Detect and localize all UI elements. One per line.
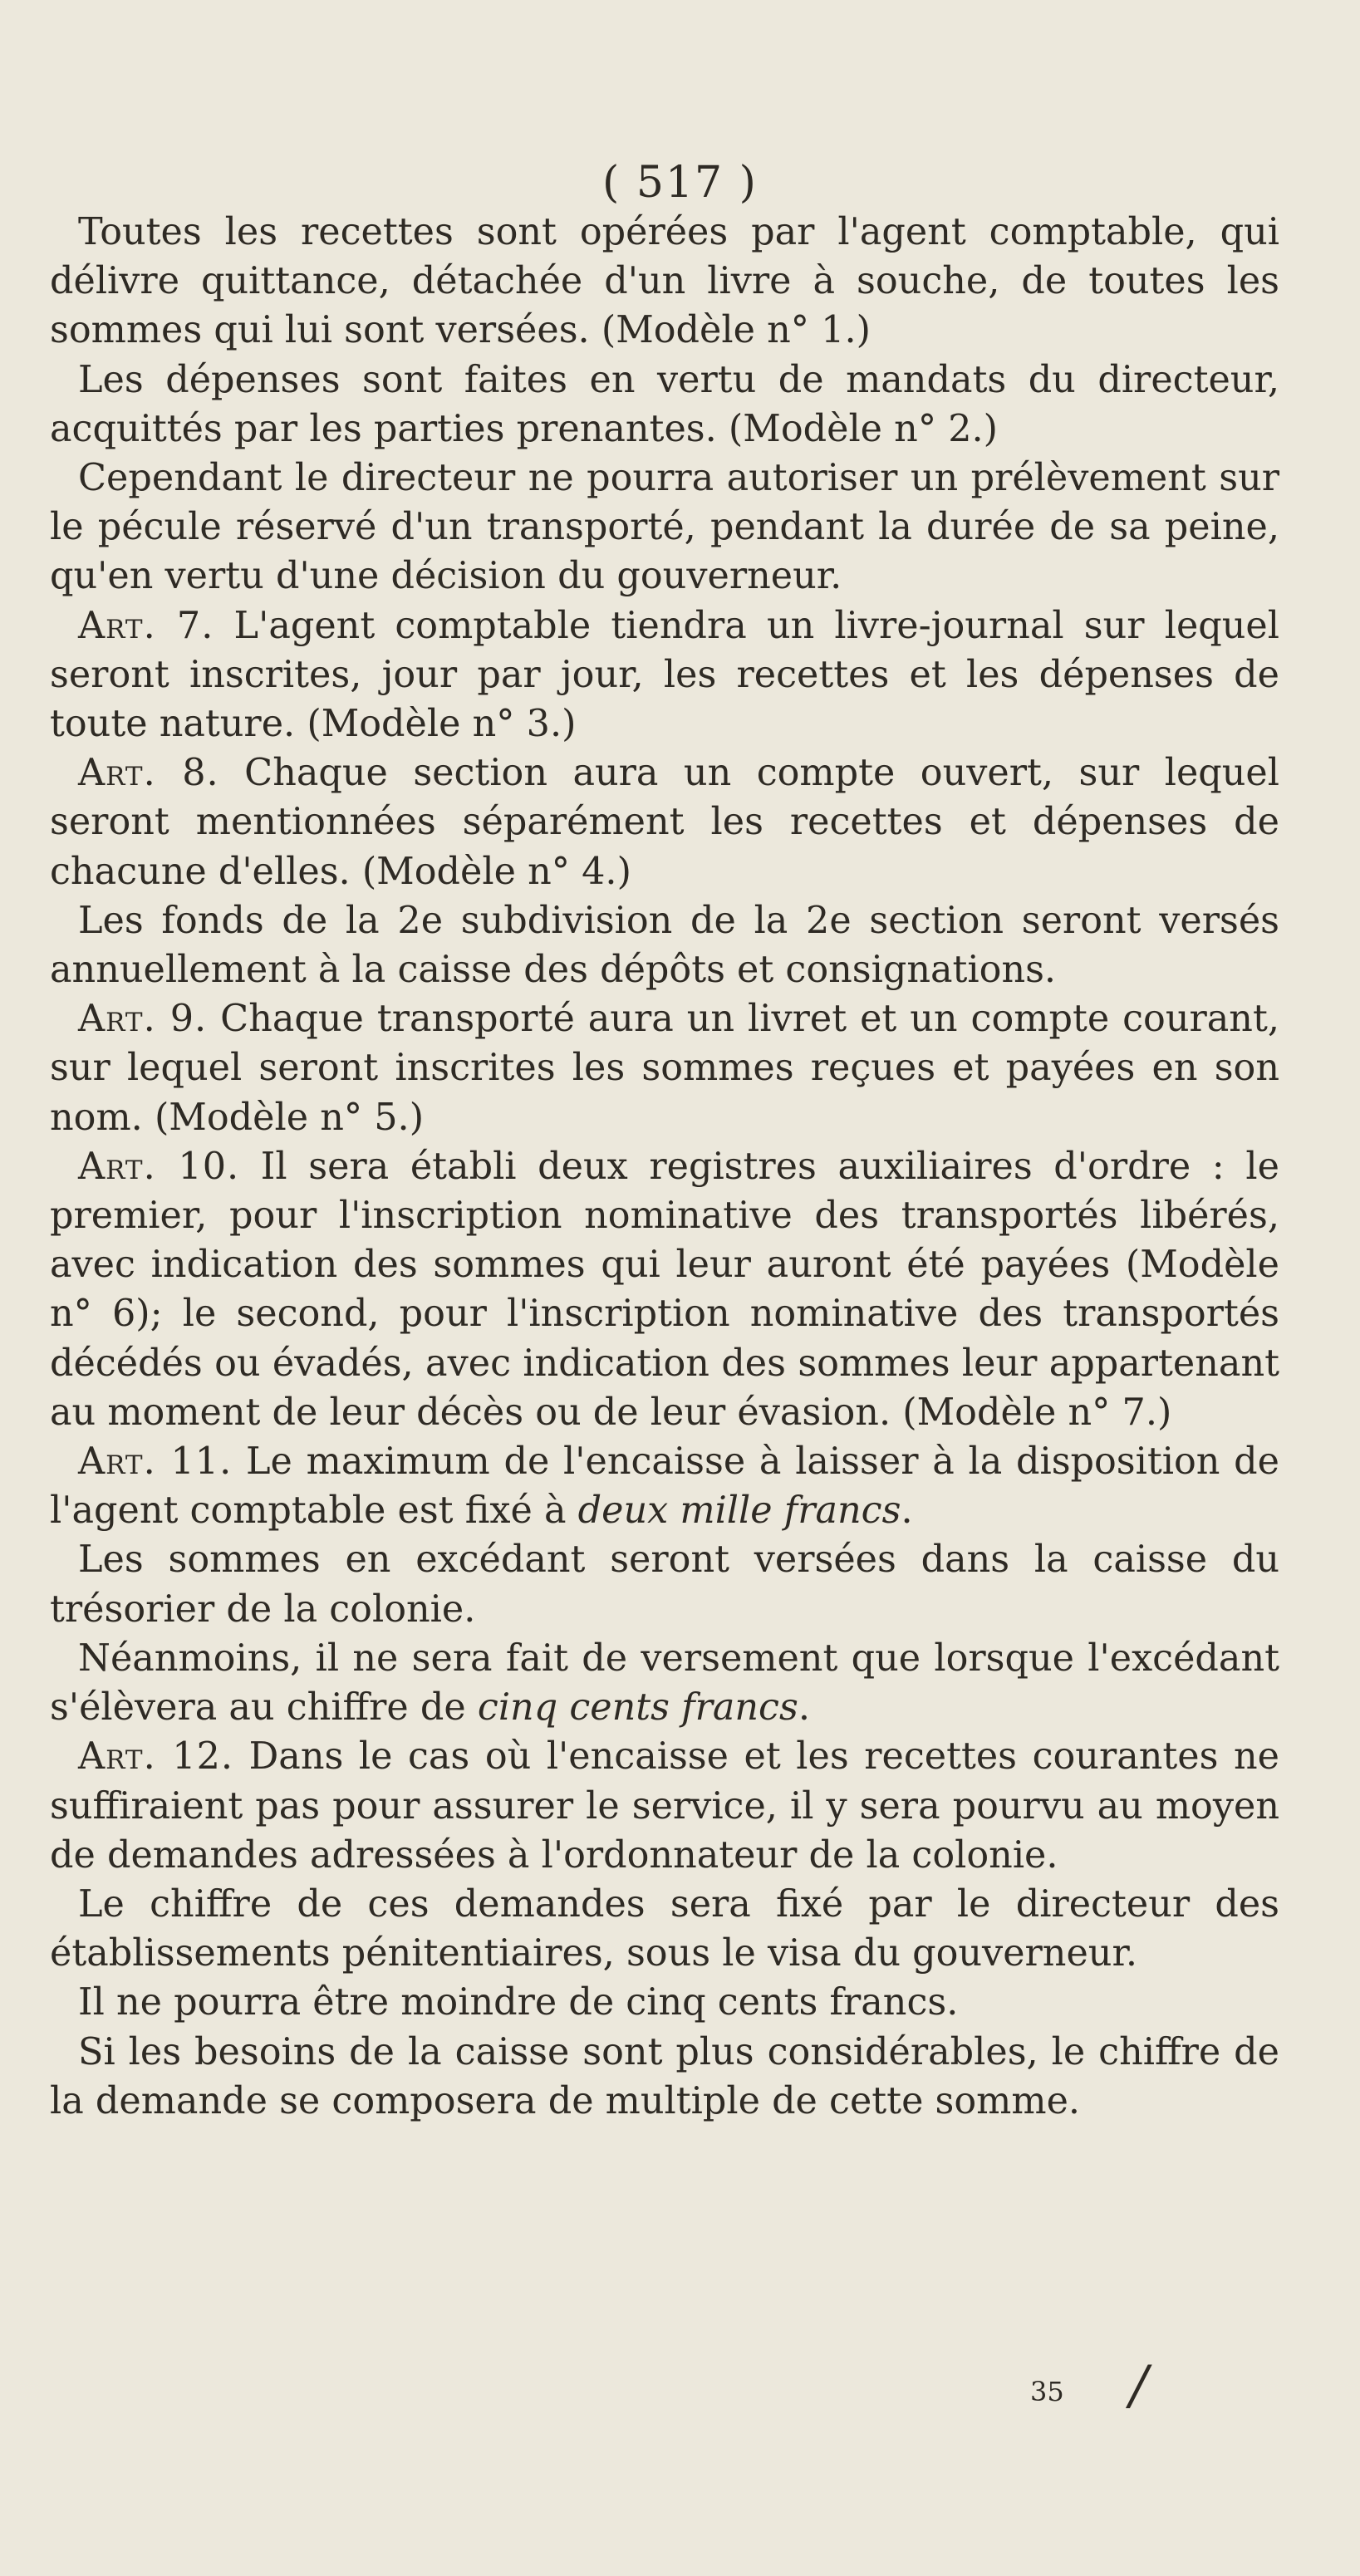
article-9: Art. 9. Chaque transporté aura un livret et un compte courant, sur lequel seront inscrites les sommes reçues et payées en son nom. (Modèle n° 5.) <box>50 998 1279 1139</box>
paragraph: Les fonds de la 2e subdivision de la 2e section seront versés annuellement à la caisse des dépôts et consignations. <box>50 899 1279 992</box>
paragraph: Les sommes en excédant seront versées dans la caisse du trésorier de la colonie. <box>50 1538 1279 1631</box>
article-label: Art. 10. <box>78 1145 240 1188</box>
article-label: Art. 12. <box>78 1735 234 1779</box>
article-7: Art. 7. L'agent comptable tiendra un livre-journal sur lequel seront inscrites, jour par jour, les recettes et les dépenses de toute nature. (Modèle n° 3.) <box>50 604 1279 746</box>
article-11: Art. 11. Le maximum de l'encaisse à laisser à la disposition de l'agent comptable est fixé à deux mille francs. <box>50 1440 1279 1533</box>
paragraph: Le chiffre de ces demandes sera fixé par le directeur des établissements pénitentiaires, sous le visa du gouverneur. <box>50 1882 1279 1975</box>
article-label: Art. 8. <box>78 752 219 795</box>
article-8: Art. 8. Chaque section aura un compte ouvert, sur lequel seront mentionnées séparément les recettes et dépenses de chacune d'elles. (Modèle n° 4.) <box>50 752 1280 893</box>
paragraph: Cependant le directeur ne pourra autoriser un prélèvement sur le pécule réservé d'un transporté, pendant la durée de sa peine, qu'en vertu d'une décision du gouverneur. <box>50 457 1279 598</box>
paragraph: Toutes les recettes sont opérées par l'agent comptable, qui délivre quittance, détachée d'un livre à souche, de toutes les sommes qui lui sont versées. (Modèle n° 1.) <box>50 211 1279 352</box>
paragraph: Si les besoins de la caisse sont plus considérables, le chiffre de la demande se composera de multiple de cette somme. <box>50 2030 1279 2122</box>
article-10: Art. 10. Il sera établi deux registres auxiliaires d'ordre : le premier, pour l'inscription nominative des transportés libérés, avec indication des sommes qui leur auront été payées (Modèle n° 6); le second, pour l'inscription nominative des transportés décédés ou évadés, avec indication des sommes leur appartenant au moment de leur décès ou de leur évasion. (Modèle n° 7.) <box>50 1145 1279 1434</box>
paragraph: Les dépenses sont faites en vertu de mandats du directeur, acquittés par les parties prenantes. (Modèle n° 2.) <box>50 358 1279 450</box>
paragraph: Il ne pourra être moindre de cinq cents francs. <box>78 1981 959 2024</box>
article-12: Art. 12. Dans le cas où l'encaisse et les recettes courantes ne suffiraient pas pour assurer le service, il y sera pourvu au moyen de demandes adressées à l'ordonnateur de la colonie. <box>50 1735 1279 1877</box>
document-body <box>50 208 1279 2126</box>
article-label: Art. 11. <box>78 1440 233 1484</box>
handwritten-mark: / <box>1130 2355 1148 2417</box>
article-label: Art. 9. <box>78 998 208 1041</box>
paragraph: Néanmoins, il ne sera fait de versement que lorsque l'excédant s'élèvera au chiffre de cinq cents francs. <box>50 1636 1279 1730</box>
article-label: Art. 7. <box>78 604 214 647</box>
signature-number: 35 <box>1030 2376 1064 2407</box>
page-number: ( 517 ) <box>602 158 758 208</box>
